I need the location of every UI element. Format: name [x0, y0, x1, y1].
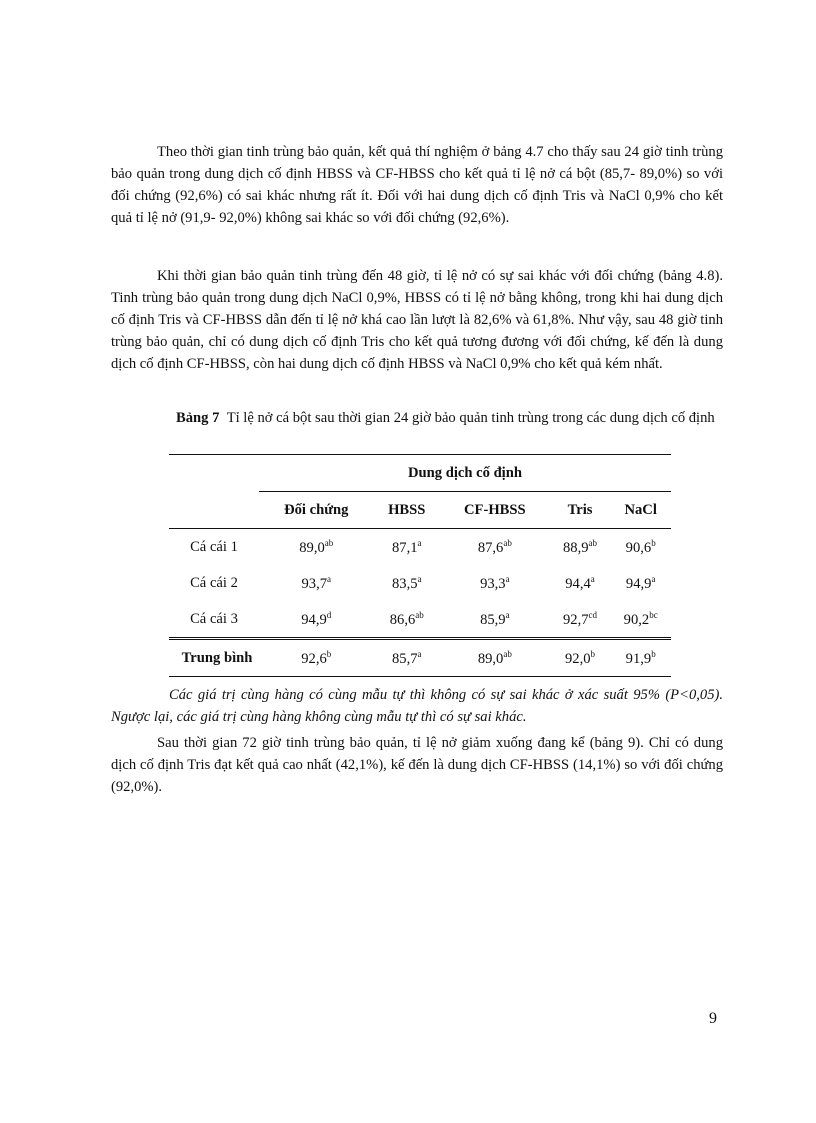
cell-letter: a	[417, 573, 422, 584]
column-header: Tris	[567, 501, 593, 518]
table-group-header-row	[169, 455, 671, 492]
cell-letter: ab	[415, 609, 424, 620]
column-header: Đối chứng	[284, 501, 349, 518]
table-caption	[111, 407, 723, 429]
table-row	[169, 529, 671, 566]
table-cell	[374, 565, 440, 601]
cell-value: 91,9	[625, 650, 652, 667]
paragraph-2-text: Khi thời gian bảo quản tinh trùng đến 48 giờ, tỉ lệ nở có sự sai khác với đối chứng (bảng 4.8). Tinh trùng bảo quản trong dung dịch NaCl 0,9%, HBSS có tỉ lệ nở bằng không, trong khi hai dung dịch cố định Tris và CF-HBSS dẫn đến tỉ lệ nở khá cao lần lượt là 82,6% và 61,8%. Như vậy, sau 48 giờ tinh trùng bảo quản, chỉ có dung dịch cố định Tris cho kết quả tương đương với đối chứng, kế đến là dung dịch cố định CF-HBSS, còn hai dung dịch cố định HBSS và NaCl 0,9% cho kết quả kém nhất.	[111, 268, 723, 372]
column-header: NaCl	[624, 501, 657, 518]
cell-letter: a	[505, 609, 510, 620]
table-corner-cell	[169, 455, 259, 492]
table-cell	[440, 565, 550, 601]
cell-letter: ab	[503, 648, 512, 659]
paragraph-2	[111, 265, 723, 375]
table-caption-text: Tỉ lệ nở cá bột sau thời gian 24 giờ bảo quản tinh trùng trong các dung dịch cố định	[226, 410, 715, 426]
cell-letter: b	[651, 537, 656, 548]
table-cell	[374, 529, 440, 566]
cell-letter: a	[590, 573, 595, 584]
table-row	[169, 601, 671, 639]
table-note	[111, 684, 723, 728]
table-cell	[610, 601, 671, 639]
table-cell	[374, 601, 440, 639]
column-header: HBSS	[388, 501, 426, 518]
cell-value: 85,7	[391, 650, 418, 667]
cell-value: 89,0	[477, 650, 504, 667]
cell-value: 93,3	[480, 575, 506, 592]
paragraph-1-text: Theo thời gian tinh trùng bảo quản, kết quả thí nghiệm ở bảng 4.7 cho thấy sau 24 giờ tinh trùng bảo quản trong dung dịch cố định HBSS và CF-HBSS cho kết quả tỉ lệ nở cá bột (85,7- 89,0%) so với đối chứng (92,6%) có sai khác nhưng rất ít. Đối với hai dung dịch cố định Tris và NaCl 0,9% cho kết quả tỉ lệ nở (91,9- 92,0%) không sai khác so với đối chứng (92,6%).	[111, 144, 723, 226]
row-label: Trung bình	[181, 649, 253, 666]
cell-value: 90,6	[625, 539, 652, 556]
paragraph-1	[111, 141, 723, 229]
table-cell	[610, 565, 671, 601]
table-summary-row	[169, 639, 671, 677]
cell-value: 83,5	[391, 575, 418, 592]
cell-value: 94,4	[565, 575, 591, 592]
table-cell	[259, 639, 374, 677]
cell-letter: a	[651, 573, 656, 584]
cell-value: 94,9	[625, 575, 652, 592]
cell-value: 89,0	[299, 539, 325, 556]
table-column-header-row	[169, 492, 671, 529]
table-cell	[259, 565, 374, 601]
cell-letter: b	[326, 648, 332, 659]
table-caption-label: Bảng 7	[176, 410, 220, 426]
table-cell	[550, 565, 611, 601]
cell-value: 92,7	[563, 611, 589, 628]
cell-value: 92,6	[301, 650, 327, 667]
table-cell	[550, 529, 611, 566]
cell-letter: ab	[324, 537, 334, 548]
cell-letter: bc	[649, 609, 658, 620]
cell-letter: a	[327, 573, 332, 584]
table-group-header: Dung dịch cố định	[259, 455, 671, 492]
cell-value: 93,7	[301, 575, 328, 592]
cell-value: 90,2	[623, 611, 650, 628]
table-cell	[440, 639, 550, 677]
cell-letter: ab	[588, 537, 598, 548]
table-cell	[610, 639, 671, 677]
cell-value: 87,6	[477, 539, 504, 556]
cell-letter: a	[417, 648, 422, 659]
table-cell	[550, 601, 611, 639]
table-corner-cell	[169, 492, 259, 529]
table-cell	[374, 639, 440, 677]
row-label: Cá cái 3	[190, 610, 238, 627]
cell-letter: b	[590, 648, 596, 659]
table-row	[169, 565, 671, 601]
table-cell	[550, 639, 611, 677]
paragraph-3	[111, 732, 723, 798]
cell-letter: d	[326, 609, 332, 620]
cell-value: 88,9	[563, 539, 589, 556]
page-number: 9	[709, 1010, 717, 1027]
cell-value: 87,1	[391, 539, 418, 556]
cell-value: 85,9	[480, 611, 506, 628]
paragraph-3-text: Sau thời gian 72 giờ tinh trùng bảo quản, tỉ lệ nở giảm xuống đang kể (bảng 9). Chỉ có dung dịch cố định Tris đạt kết quả cao nhất (42,1%), kế đến là dung dịch CF-HBSS (14,1%) so với đối chứng (92,0%).	[111, 735, 723, 795]
table-cell	[259, 529, 374, 566]
cell-letter: cd	[588, 609, 598, 620]
cell-letter: a	[417, 537, 422, 548]
table-cell	[610, 529, 671, 566]
data-table	[169, 454, 671, 677]
cell-value: 94,9	[301, 611, 327, 628]
row-label: Cá cái 2	[190, 574, 238, 591]
table-note-text: Các giá trị cùng hàng có cùng mẫu tự thì không có sự sai khác ở xác suất 95% (P<0,05). Ngược lại, các giá trị cùng hàng không cùng mẫu tự thì có sự sai khác.	[111, 687, 723, 725]
cell-letter: a	[505, 573, 510, 584]
table-cell	[259, 601, 374, 639]
column-header: CF-HBSS	[464, 501, 526, 518]
table-cell	[440, 529, 550, 566]
cell-letter: b	[651, 648, 656, 659]
cell-value: 86,6	[389, 611, 416, 628]
cell-value: 92,0	[565, 650, 591, 667]
table-cell	[440, 601, 550, 639]
row-label: Cá cái 1	[190, 538, 238, 555]
cell-letter: ab	[503, 537, 512, 548]
